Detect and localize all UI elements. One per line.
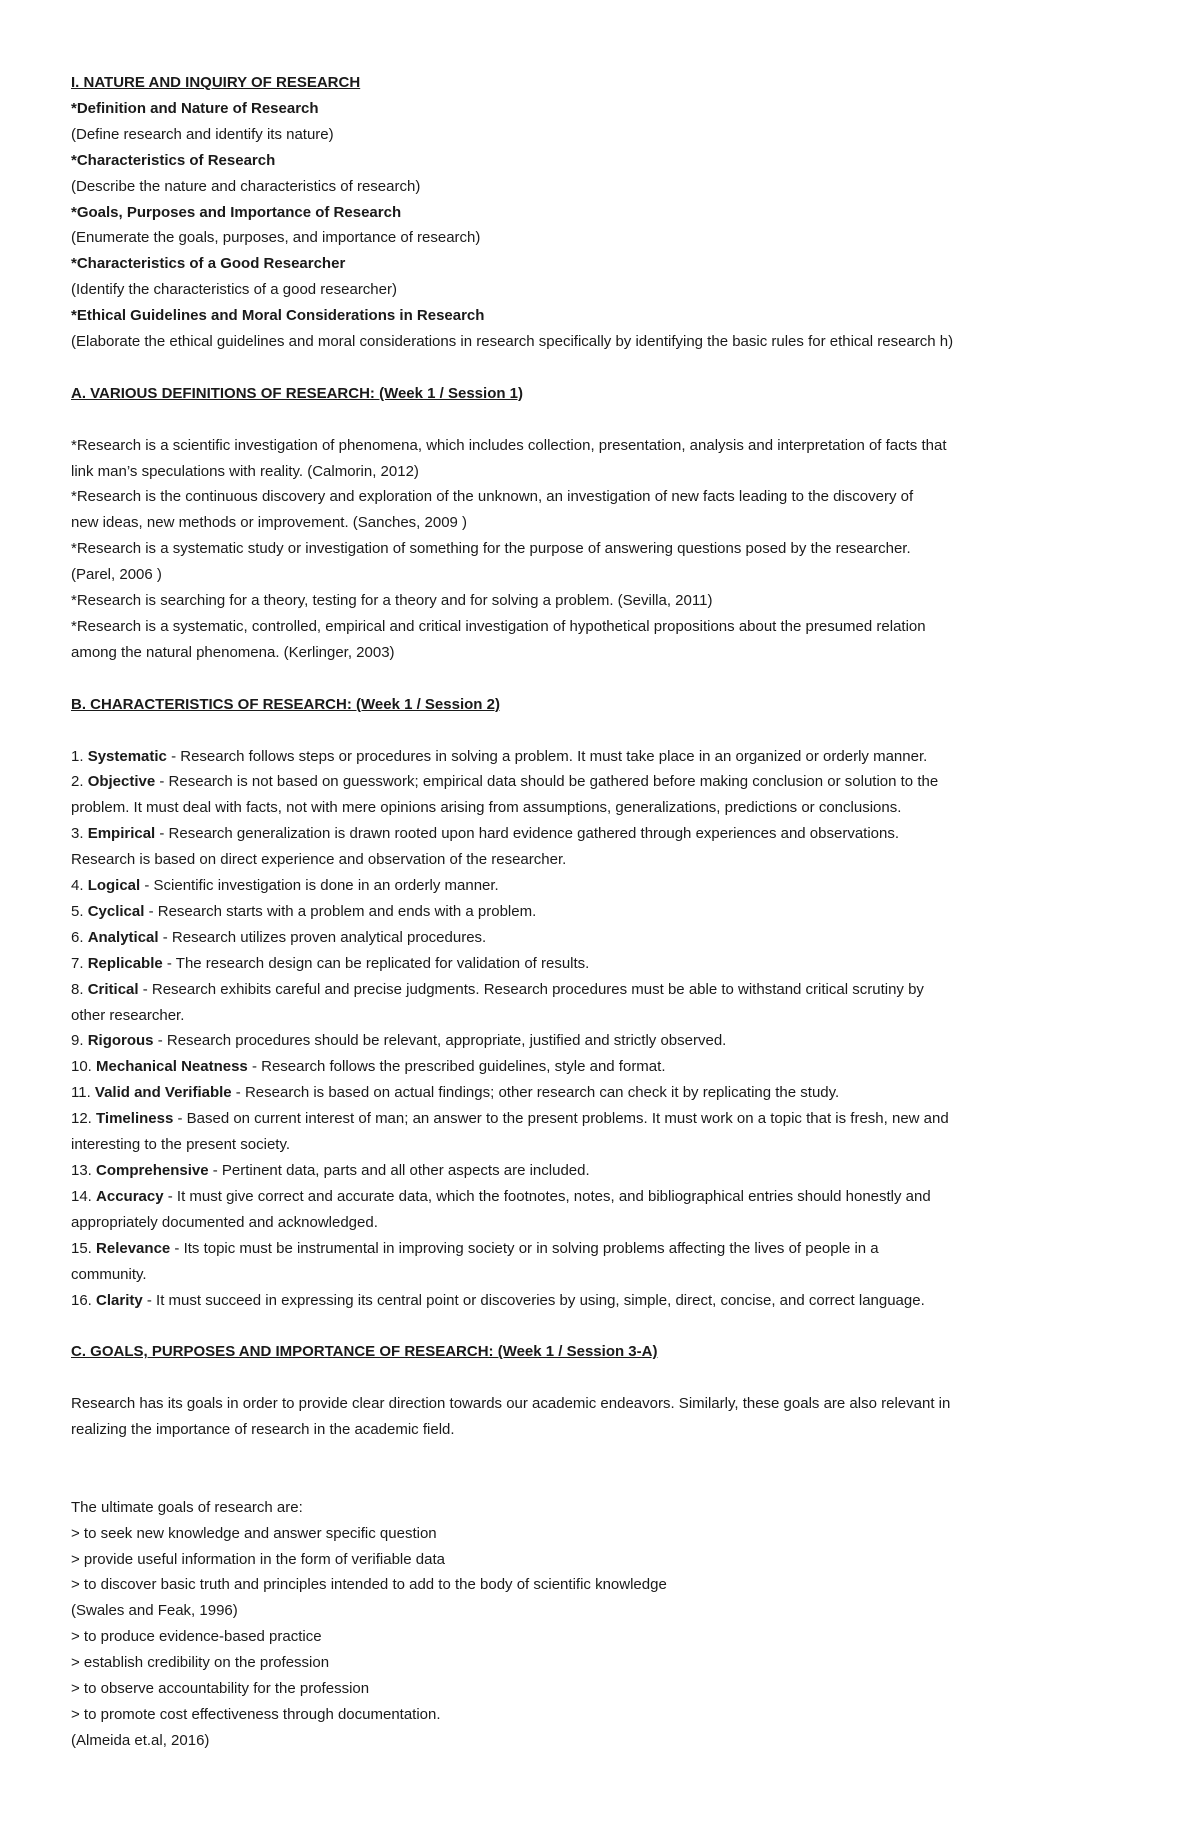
- item-description: - Research is not based on guesswork; empirical data should be gathered before making conclusion or solution to the: [155, 773, 939, 791]
- topic-title: *Characteristics of a Good Researcher: [71, 255, 346, 273]
- document-page: [71, 70, 1151, 1754]
- item-number: 14.: [71, 1187, 97, 1205]
- item-description: - Research follows steps or procedures in solving a problem. It must take place in an organized or orderly manner.: [166, 747, 928, 765]
- goals-line: > to produce evidence-based practice: [71, 1628, 322, 1646]
- topic-title: *Ethical Guidelines and Moral Considerations in Research: [71, 307, 485, 325]
- item-description: - It must succeed in expressing its central point or discoveries by using, simple, direct, concise, and correct language.: [142, 1291, 925, 1309]
- item-description: - It must give correct and accurate data, which the footnotes, notes, and bibliographical entries should honestly and: [163, 1187, 931, 1205]
- item-description: - Research utilizes proven analytical procedures.: [158, 928, 487, 946]
- item-number: 7.: [71, 954, 88, 972]
- characteristic-item: [71, 951, 1151, 977]
- item-term: Relevance: [96, 1239, 171, 1257]
- section-a-heading: A. VARIOUS DEFINITIONS OF RESEARCH: (Week 1 / Session 1): [71, 384, 524, 402]
- item-description: - Research starts with a problem and ends with a problem.: [144, 902, 537, 920]
- item-number: 4.: [71, 877, 88, 895]
- characteristic-item: [71, 1106, 1151, 1132]
- topic-description: (Enumerate the goals, purposes, and importance of research): [71, 229, 481, 247]
- item-number: 10.: [71, 1058, 97, 1076]
- goals-line: > to promote cost effectiveness through documentation.: [71, 1705, 441, 1723]
- characteristic-item: [71, 769, 1151, 795]
- topic-title: *Characteristics of Research: [71, 151, 276, 169]
- item-number: 9.: [71, 1032, 88, 1050]
- goals-line: > establish credibility on the profession: [71, 1654, 330, 1672]
- item-description: - Research generalization is drawn rooted upon hard evidence gathered through experiences and observations.: [155, 825, 900, 843]
- spacer: [71, 1313, 1151, 1339]
- characteristic-item: [71, 1184, 1151, 1210]
- goals-line: The ultimate goals of research are:: [71, 1498, 303, 1516]
- characteristic-item: [71, 1288, 1151, 1314]
- spacer: [71, 407, 1151, 433]
- characteristic-item: [71, 1080, 1151, 1106]
- section-b-heading: B. CHARACTERISTICS OF RESEARCH: (Week 1 / Session 2): [71, 695, 500, 713]
- item-term: Rigorous: [87, 1032, 154, 1050]
- topic-title: *Definition and Nature of Research: [71, 99, 319, 117]
- characteristic-item: [71, 1028, 1151, 1054]
- characteristic-item: [71, 925, 1151, 951]
- item-term: Logical: [87, 877, 141, 895]
- definition-line: new ideas, new methods or improvement. (Sanches, 2009 ): [71, 514, 468, 532]
- item-number: 5.: [71, 902, 88, 920]
- item-continuation: problem. It must deal with facts, not with mere opinions arising from assumptions, generalizations, predictions or conclusions.: [71, 799, 902, 817]
- definition-line: *Research is the continuous discovery and exploration of the unknown, an investigation of new facts leading to the discovery of: [71, 488, 914, 506]
- goals-line: (Swales and Feak, 1996): [71, 1602, 238, 1620]
- spacer: [71, 718, 1151, 744]
- item-term: Critical: [87, 980, 139, 998]
- item-description: - Its topic must be instrumental in improving society or in solving problems affecting the lives of people in a: [170, 1239, 879, 1257]
- item-term: Analytical: [87, 928, 159, 946]
- characteristic-item: [71, 821, 1151, 847]
- definition-line: link man’s speculations with reality. (Calmorin, 2012): [71, 462, 419, 480]
- item-term: Comprehensive: [96, 1162, 209, 1179]
- item-description: - The research design can be replicated for validation of results.: [162, 954, 590, 972]
- topic-title: *Goals, Purposes and Importance of Research: [71, 203, 402, 221]
- item-continuation: community.: [71, 1265, 147, 1283]
- spacer: [71, 355, 1151, 381]
- item-term: Mechanical Neatness: [96, 1058, 248, 1076]
- item-description: - Pertinent data, parts and all other aspects are included.: [208, 1162, 590, 1179]
- item-term: Empirical: [87, 825, 156, 843]
- item-term: Timeliness: [96, 1110, 174, 1128]
- definition-line: *Research is a scientific investigation of phenomena, which includes collection, presentation, analysis and interpretation of facts that: [71, 436, 947, 454]
- topic-description: (Define research and identify its nature): [71, 125, 334, 143]
- definition-line: *Research is a systematic study or investigation of something for the purpose of answering questions posed by the researcher.: [71, 540, 911, 558]
- item-number: 12.: [71, 1110, 97, 1128]
- item-continuation: appropriately documented and acknowledged.: [71, 1213, 378, 1231]
- item-description: - Research is based on actual findings; other research can check it by replicating the study.: [231, 1084, 840, 1102]
- definition-line: *Research is a systematic, controlled, empirical and critical investigation of hypothetical propositions about the presumed relation: [71, 618, 926, 635]
- intro-line: Research has its goals in order to provide clear direction towards our academic endeavors. Similarly, these goals are also relevant in: [71, 1395, 951, 1413]
- item-continuation: other researcher.: [71, 1006, 185, 1024]
- item-number: 2.: [71, 773, 88, 791]
- goals-line: > to seek new knowledge and answer specific question: [71, 1524, 437, 1542]
- item-term: Valid and Verifiable: [94, 1084, 232, 1102]
- item-number: 13.: [71, 1162, 97, 1179]
- characteristic-item: [71, 977, 1151, 1003]
- item-description: - Research procedures should be relevant, appropriate, justified and strictly observed.: [153, 1032, 727, 1050]
- topic-description: (Describe the nature and characteristics of research): [71, 177, 421, 195]
- spacer: [71, 1365, 1151, 1391]
- item-number: 1.: [71, 747, 88, 765]
- item-description: - Research exhibits careful and precise judgments. Research procedures must be able to withstand critical scrutiny by: [138, 980, 924, 998]
- item-number: 11.: [71, 1084, 95, 1102]
- item-description: - Based on current interest of man; an answer to the present problems. It must work on a topic that is fresh, new and: [173, 1110, 949, 1128]
- characteristic-item: [71, 744, 1151, 770]
- characteristic-item: [71, 1236, 1151, 1262]
- definition-line: among the natural phenomena. (Kerlinger, 2003): [71, 643, 395, 661]
- item-term: Systematic: [87, 747, 167, 765]
- goals-line: > provide useful information in the form of verifiable data: [71, 1550, 445, 1568]
- item-term: Accuracy: [96, 1187, 164, 1205]
- goals-line: > to discover basic truth and principles intended to add to the body of scientific knowledge: [71, 1576, 667, 1594]
- item-term: Replicable: [87, 954, 163, 972]
- item-number: 6.: [71, 928, 88, 946]
- item-number: 15.: [71, 1239, 97, 1257]
- item-number: 8.: [71, 980, 88, 998]
- characteristic-item: [71, 899, 1151, 925]
- intro-line: realizing the importance of research in the academic field.: [71, 1421, 455, 1439]
- item-description: - Research follows the prescribed guidelines, style and format.: [247, 1058, 666, 1076]
- spacer: [71, 1443, 1151, 1469]
- characteristic-item: [71, 873, 1151, 899]
- outline-heading: I. NATURE AND INQUIRY OF RESEARCH: [71, 74, 361, 91]
- characteristic-item: [71, 1158, 1151, 1184]
- characteristics-list: [71, 744, 1151, 1314]
- characteristic-item: [71, 1054, 1151, 1080]
- topic-description: (Identify the characteristics of a good researcher): [71, 281, 397, 299]
- item-number: 16.: [71, 1291, 97, 1309]
- goals-line: (Almeida et.al, 2016): [71, 1731, 210, 1749]
- item-continuation: Research is based on direct experience and observation of the researcher.: [71, 851, 567, 869]
- item-description: - Scientific investigation is done in an orderly manner.: [140, 877, 499, 895]
- section-c-heading: C. GOALS, PURPOSES AND IMPORTANCE OF RESEARCH: (Week 1 / Session 3-A): [71, 1343, 658, 1361]
- item-term: Clarity: [96, 1291, 143, 1309]
- item-continuation: interesting to the present society.: [71, 1136, 291, 1154]
- topic-description: (Elaborate the ethical guidelines and moral considerations in research specifically by identifying the basic rules for ethical research h): [71, 333, 954, 351]
- goals-line: > to observe accountability for the profession: [71, 1680, 370, 1698]
- item-term: Cyclical: [87, 902, 145, 920]
- definition-line: *Research is searching for a theory, testing for a theory and for solving a problem. (Sevilla, 2011): [71, 592, 713, 610]
- spacer: [71, 666, 1151, 692]
- definition-line: (Parel, 2006 ): [71, 566, 162, 584]
- item-term: Objective: [87, 773, 156, 791]
- spacer: [71, 1469, 1151, 1495]
- item-number: 3.: [71, 825, 88, 843]
